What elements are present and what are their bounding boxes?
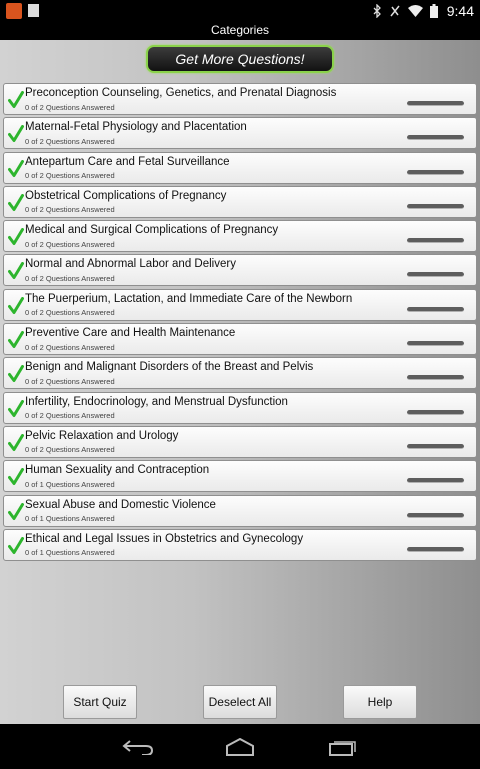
checkmark-icon[interactable] [8, 331, 24, 349]
category-title: Benign and Malignant Disorders of the Breast and Pelvis [25, 361, 314, 374]
navigation-bar [0, 724, 480, 769]
checkmark-icon[interactable] [8, 91, 24, 109]
category-progress-bar [407, 444, 464, 449]
checkmark-icon[interactable] [8, 228, 24, 246]
notification-icon [28, 4, 39, 17]
category-progress-bar [407, 135, 464, 140]
category-progress-text: 0 of 2 Questions Answered [25, 376, 115, 386]
checkmark-icon[interactable] [8, 503, 24, 521]
back-icon[interactable] [122, 739, 154, 755]
checkmark-icon[interactable] [8, 365, 24, 383]
category-item[interactable] [3, 152, 477, 184]
category-progress-bar [407, 307, 464, 312]
category-progress-text: 0 of 2 Questions Answered [25, 136, 115, 146]
category-item[interactable] [3, 186, 477, 218]
category-item[interactable] [3, 357, 477, 389]
checkmark-icon[interactable] [8, 468, 24, 486]
category-item[interactable] [3, 529, 477, 561]
category-title: The Puerperium, Lactation, and Immediate Care of the Newborn [25, 292, 353, 305]
checkmark-icon[interactable] [8, 125, 24, 143]
category-title: Antepartum Care and Fetal Surveillance [25, 155, 230, 168]
category-progress-bar [407, 238, 464, 243]
checkmark-icon[interactable] [8, 400, 24, 418]
category-list [3, 83, 477, 563]
category-title: Human Sexuality and Contraception [25, 464, 210, 477]
category-title: Preventive Care and Health Maintenance [25, 327, 236, 340]
category-title: Normal and Abnormal Labor and Delivery [25, 258, 236, 271]
category-item[interactable] [3, 117, 477, 149]
category-item[interactable] [3, 392, 477, 424]
category-title: Pelvic Relaxation and Urology [25, 429, 179, 442]
category-progress-text: 0 of 2 Questions Answered [25, 205, 115, 215]
category-progress-bar [407, 341, 464, 346]
category-item[interactable] [3, 323, 477, 355]
category-title: Maternal-Fetal Physiology and Placentation [25, 121, 247, 134]
category-title: Obstetrical Complications of Pregnancy [25, 189, 227, 202]
category-progress-bar [407, 170, 464, 175]
category-item[interactable] [3, 426, 477, 458]
category-title: Preconception Counseling, Genetics, and Prenatal Diagnosis [25, 87, 337, 99]
category-progress-text: 0 of 1 Questions Answered [25, 548, 115, 558]
category-progress-text: 0 of 1 Questions Answered [25, 479, 115, 489]
category-title: Ethical and Legal Issues in Obstetrics and Gynecology [25, 532, 304, 545]
category-progress-bar [407, 101, 464, 106]
category-progress-text: 0 of 2 Questions Answered [25, 445, 115, 455]
deselect-all-button[interactable]: Deselect All [203, 685, 277, 719]
category-title: Medical and Surgical Complications of Pregnancy [25, 224, 279, 237]
category-title: Infertility, Endocrinology, and Menstrual Dysfunction [25, 395, 288, 408]
category-progress-bar [407, 410, 464, 415]
category-item[interactable] [3, 289, 477, 321]
get-more-questions-button[interactable]: Get More Questions! [146, 45, 334, 73]
home-icon[interactable] [225, 738, 255, 756]
category-progress-text: 0 of 1 Questions Answered [25, 514, 115, 524]
category-progress-text: 0 of 2 Questions Answered [25, 308, 115, 318]
category-progress-bar [407, 272, 464, 277]
recent-apps-icon[interactable] [329, 739, 357, 756]
category-item[interactable] [3, 83, 477, 115]
app-notification-icon [6, 3, 22, 19]
status-bar [0, 0, 480, 22]
checkmark-icon[interactable] [8, 262, 24, 280]
category-progress-bar [407, 375, 464, 380]
category-title: Sexual Abuse and Domestic Violence [25, 498, 216, 511]
status-time: 9:44 [446, 3, 474, 19]
category-progress-text: 0 of 2 Questions Answered [25, 102, 115, 112]
help-button[interactable]: Help [343, 685, 417, 719]
category-progress-text: 0 of 2 Questions Answered [25, 342, 115, 352]
category-progress-text: 0 of 2 Questions Answered [25, 273, 115, 283]
category-item[interactable] [3, 254, 477, 286]
category-progress-bar [407, 547, 464, 552]
wifi-icon [408, 5, 423, 17]
category-progress-text: 0 of 2 Questions Answered [25, 411, 115, 421]
no-signal-icon [389, 4, 401, 18]
main-content [0, 40, 480, 724]
category-progress-bar [407, 513, 464, 518]
category-progress-bar [407, 478, 464, 483]
category-item[interactable] [3, 220, 477, 252]
checkmark-icon[interactable] [8, 297, 24, 315]
checkmark-icon[interactable] [8, 160, 24, 178]
system-icons [373, 2, 474, 20]
page-title: Categories [0, 22, 480, 40]
checkmark-icon[interactable] [8, 537, 24, 555]
checkmark-icon[interactable] [8, 434, 24, 452]
bluetooth-icon [373, 4, 382, 18]
category-progress-bar [407, 204, 464, 209]
category-progress-text: 0 of 2 Questions Answered [25, 171, 115, 181]
category-item[interactable] [3, 495, 477, 527]
start-quiz-button[interactable]: Start Quiz [63, 685, 137, 719]
category-progress-text: 0 of 2 Questions Answered [25, 239, 115, 249]
checkmark-icon[interactable] [8, 194, 24, 212]
battery-icon [430, 4, 438, 18]
category-item[interactable] [3, 460, 477, 492]
